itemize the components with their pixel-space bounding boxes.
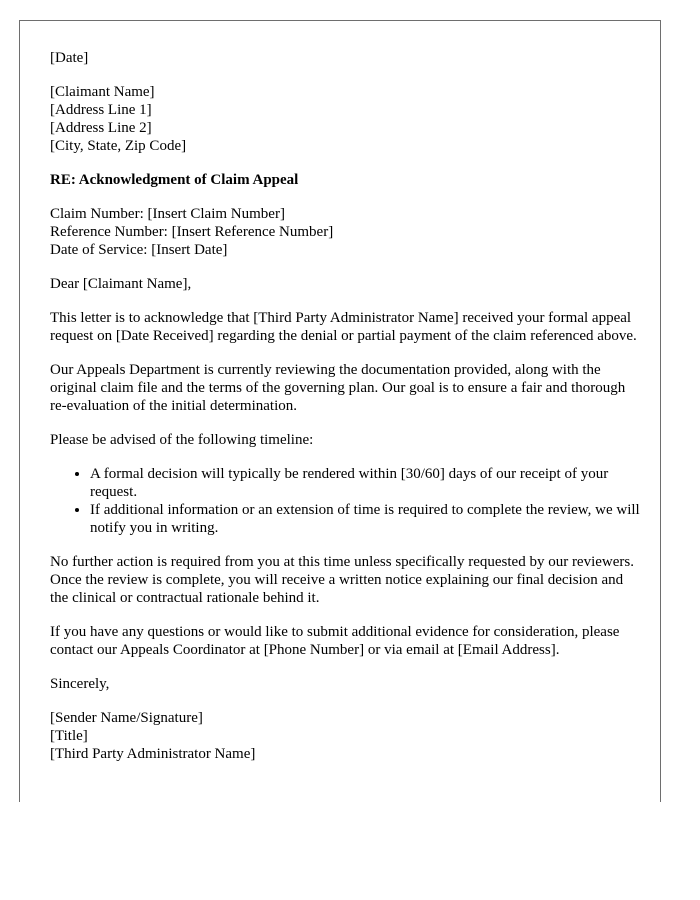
subject-block	[50, 171, 640, 189]
date-of-service: Date of Service: [Insert Date]	[50, 242, 228, 258]
sender-name: [Sender Name/Signature]	[50, 710, 203, 726]
paragraph-timeline-intro: Please be advised of the following timeline:	[50, 432, 314, 448]
claim-number: Claim Number: [Insert Claim Number]	[50, 206, 285, 222]
signoff: Sincerely,	[50, 676, 110, 692]
timeline-list	[50, 465, 640, 537]
claim-details	[50, 205, 640, 259]
timeline-item: • If additional information or an extension of time is required to complete the review, we will notify you in writing.	[90, 501, 640, 537]
letter-page	[19, 20, 661, 802]
recipient-address-line-2: [Address Line 2]	[50, 120, 152, 136]
sender-title: [Title]	[50, 728, 88, 744]
salutation: Dear [Claimant Name],	[50, 276, 192, 292]
timeline-item: • A formal decision will typically be rendered within [30/60] days of our receipt of your request.	[90, 465, 640, 501]
recipient-name: [Claimant Name]	[50, 84, 155, 100]
paragraph-review: Our Appeals Department is currently reviewing the documentation provided, along with the original claim file and the terms of the governing plan. Our goal is to ensure a fair and thorough re-evaluation of the initial determination.	[50, 362, 626, 414]
paragraph-acknowledgment: This letter is to acknowledge that [Third Party Administrator Name] received your formal appeal request on [Date Received] regarding the denial or partial payment of the claim referenced above.	[50, 310, 637, 344]
letter-date: [Date]	[50, 50, 89, 66]
reference-number: Reference Number: [Insert Reference Number]	[50, 224, 334, 240]
paragraph-next-steps: No further action is required from you at this time unless specifically requested by our reviewers. Once the review is complete, you will receive a written notice explaining our final decision and the clinical or contractual rationale behind it.	[50, 554, 634, 606]
recipient-address-line-1: [Address Line 1]	[50, 102, 152, 118]
recipient-city-state-zip: [City, State, Zip Code]	[50, 138, 187, 154]
paragraph-contact: If you have any questions or would like to submit additional evidence for consideration, please contact our Appeals Coordinator at [Phone Number] or via email at [Email Address].	[50, 624, 620, 658]
letter-content	[50, 49, 640, 763]
letter-date-block	[50, 49, 640, 67]
recipient-address	[50, 83, 640, 155]
letter-subject: RE: Acknowledgment of Claim Appeal	[50, 172, 299, 188]
sender-organization: [Third Party Administrator Name]	[50, 746, 256, 762]
signature-block	[50, 709, 640, 763]
